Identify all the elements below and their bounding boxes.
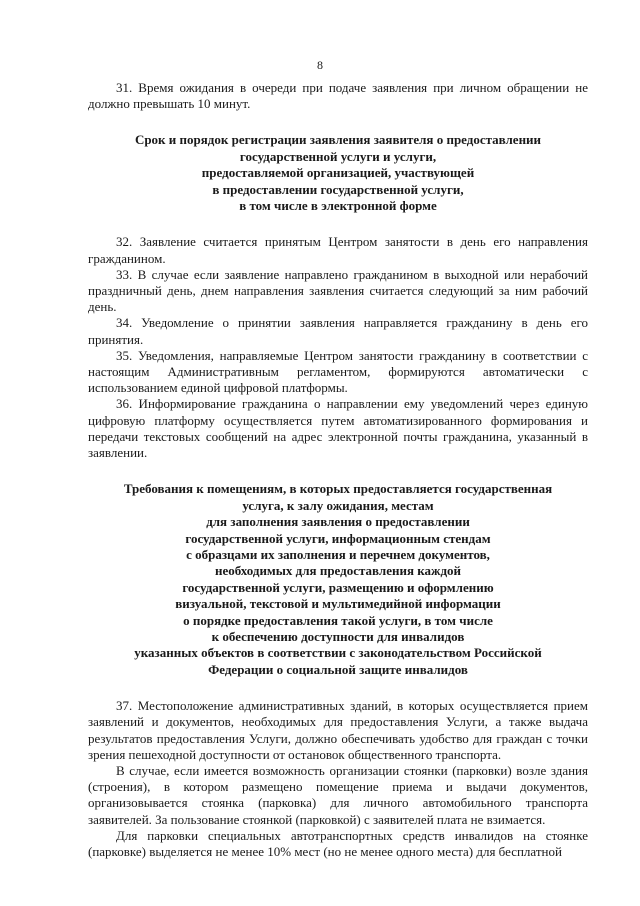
paragraph-disabled-parking: Для парковки специальных автотранспортных средств инвалидов на стоянке (парковке) выделяется не менее 10% мест (но не менее одного места) для бесплатной [88,827,588,859]
heading-line: услуга, к залу ожидания, местам [242,497,434,513]
paragraph-32: 32. Заявление считается принятым Центром занятости в день его направления гражданином. [88,234,588,266]
heading-line: с образцами их заполнения и перечнем документов, [186,546,490,562]
spacer [88,112,588,132]
heading-line: для заполнения заявления о предоставлении [206,514,470,530]
heading-line: указанных объектов в соответствии с законодательством Российской [134,645,542,661]
heading-line: в предоставлении государственной услуги, [212,181,464,197]
heading-line: Федерации о социальной защите инвалидов [208,661,468,677]
spacer [88,678,588,698]
heading-line: государственной услуги, информационным стендам [185,530,491,546]
paragraph-34: 34. Уведомление о принятии заявления направляется гражданину в день его принятия. [88,315,588,347]
heading-line: государственной услуги и услуги, [239,148,437,164]
spacer [88,214,588,234]
section-heading-premises [88,481,588,678]
paragraph-37: 37. Местоположение административных зданий, в которых осуществляется прием заявлений и документов, необходимых для предоставления Услуги, а также выдача результатов предоставления Услуги, должно обеспечивать удобство для граждан с точки зрения пешеходной доступности от остановок общественного транспорта. [88,698,588,762]
paragraph-31: 31. Время ожидания в очереди при подаче заявления при личном обращении не должно превышать 10 минут. [88,80,588,112]
heading-line: необходимых для предоставления каждой [214,563,462,579]
section-heading-registration [88,132,588,214]
paragraph-parking: В случае, если имеется возможность организации стоянки (парковки) возле здания (строения), в котором размещено помещение приема и выдачи документов, организовывается стоянка (парковка) для личного автомобильного транспорта заявителей. За пользование стоянкой (парковкой) с заявителей плата не взимается. [88,762,588,827]
heading-line: государственной услуги, размещению и оформлению [182,579,494,595]
paragraph-35: 35. Уведомления, направляемые Центром занятости гражданину в соответствии с настоящим Административным регламентом, формируются автоматически с использованием единой цифровой платформы. [88,347,588,396]
paragraph-36: 36. Информирование гражданина о направлении ему уведомлений через единую цифровую платформу осуществляется путем автоматизированного формирования и передачи текстовых сообщений на адрес электронной почты гражданина, указанный в заявлении. [88,396,588,461]
page-number: 8 [317,58,323,72]
heading-line: визуальной, текстовой и мультимедийной информации [175,596,501,612]
heading-line: в том числе в электронной форме [239,198,437,214]
heading-line: Требования к помещениям, в которых предоставляется государственная [123,481,553,497]
spacer [88,461,588,481]
document-body [88,80,588,860]
heading-line: Срок и порядок регистрации заявления заявителя о предоставлении [134,132,542,148]
heading-line: предоставляемой организацией, участвующей [201,165,475,181]
heading-line: о порядке предоставления такой услуги, в том числе [183,612,493,628]
heading-line: к обеспечению доступности для инвалидов [211,628,465,644]
paragraph-33: 33. В случае если заявление направлено гражданином в выходной или нерабочий праздничный день, днем направления заявления считается следующий за ним рабочий день. [88,266,588,315]
